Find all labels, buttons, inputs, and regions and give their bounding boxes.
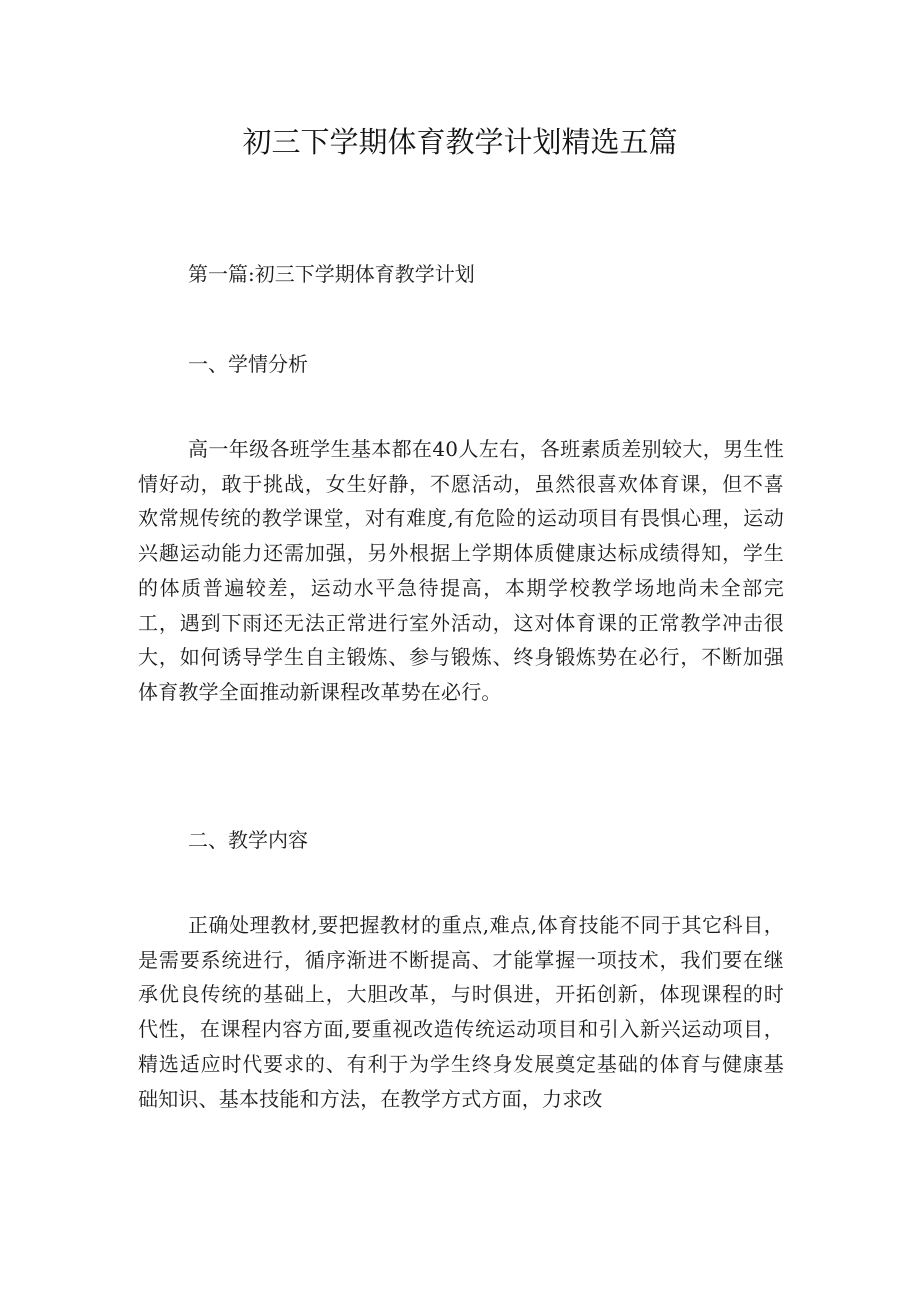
section-body-analysis: 高一年级各班学生基本都在40人左右，各班素质差别较大，男生性情好动，敢于挑战，女生好静，不愿活动，虽然很喜欢体育课，但不喜欢常规传统的教学课堂，对有难度,有危险的运动项目有畏惧心理，运动兴趣运动能力还需加强，另外根据上学期体质健康达标成绩得知，学生的体质普遍较差，运动水平急待提高，本期学校教学场地尚未全部完工，遇到下雨还无法正常进行室外活动，这对体育课的正常教学冲击很大，如何诱导学生自主锻炼、参与锻炼、终身锻炼势在必行，不断加强体育教学全面推动新课程改革势在必行。 [138, 437, 784, 704]
part-heading: 第一篇:初三下学期体育教学计划 [188, 262, 475, 286]
section-heading-content: 二、教学内容 [188, 828, 308, 852]
section-heading-analysis: 一、学情分析 [188, 352, 308, 376]
section-body-content: 正确处理教材,要把握教材的重点,难点,体育技能不同于其它科目，是需要系统进行，循序渐进不断提高、才能掌握一项技术，我们要在继承优良传统的基础上，大胆改革，与时俱进，开拓创新，体现课程的时代性，在课程内容方面,要重视改造传统运动项目和引入新兴运动项目，精选适应时代要求的、有利于为学生终身发展奠定基础的体育与健康基础知识、基本技能和方法，在教学方式方面，力求改 [138, 913, 784, 1111]
document-title: 初三下学期体育教学计划精选五篇 [242, 125, 678, 159]
